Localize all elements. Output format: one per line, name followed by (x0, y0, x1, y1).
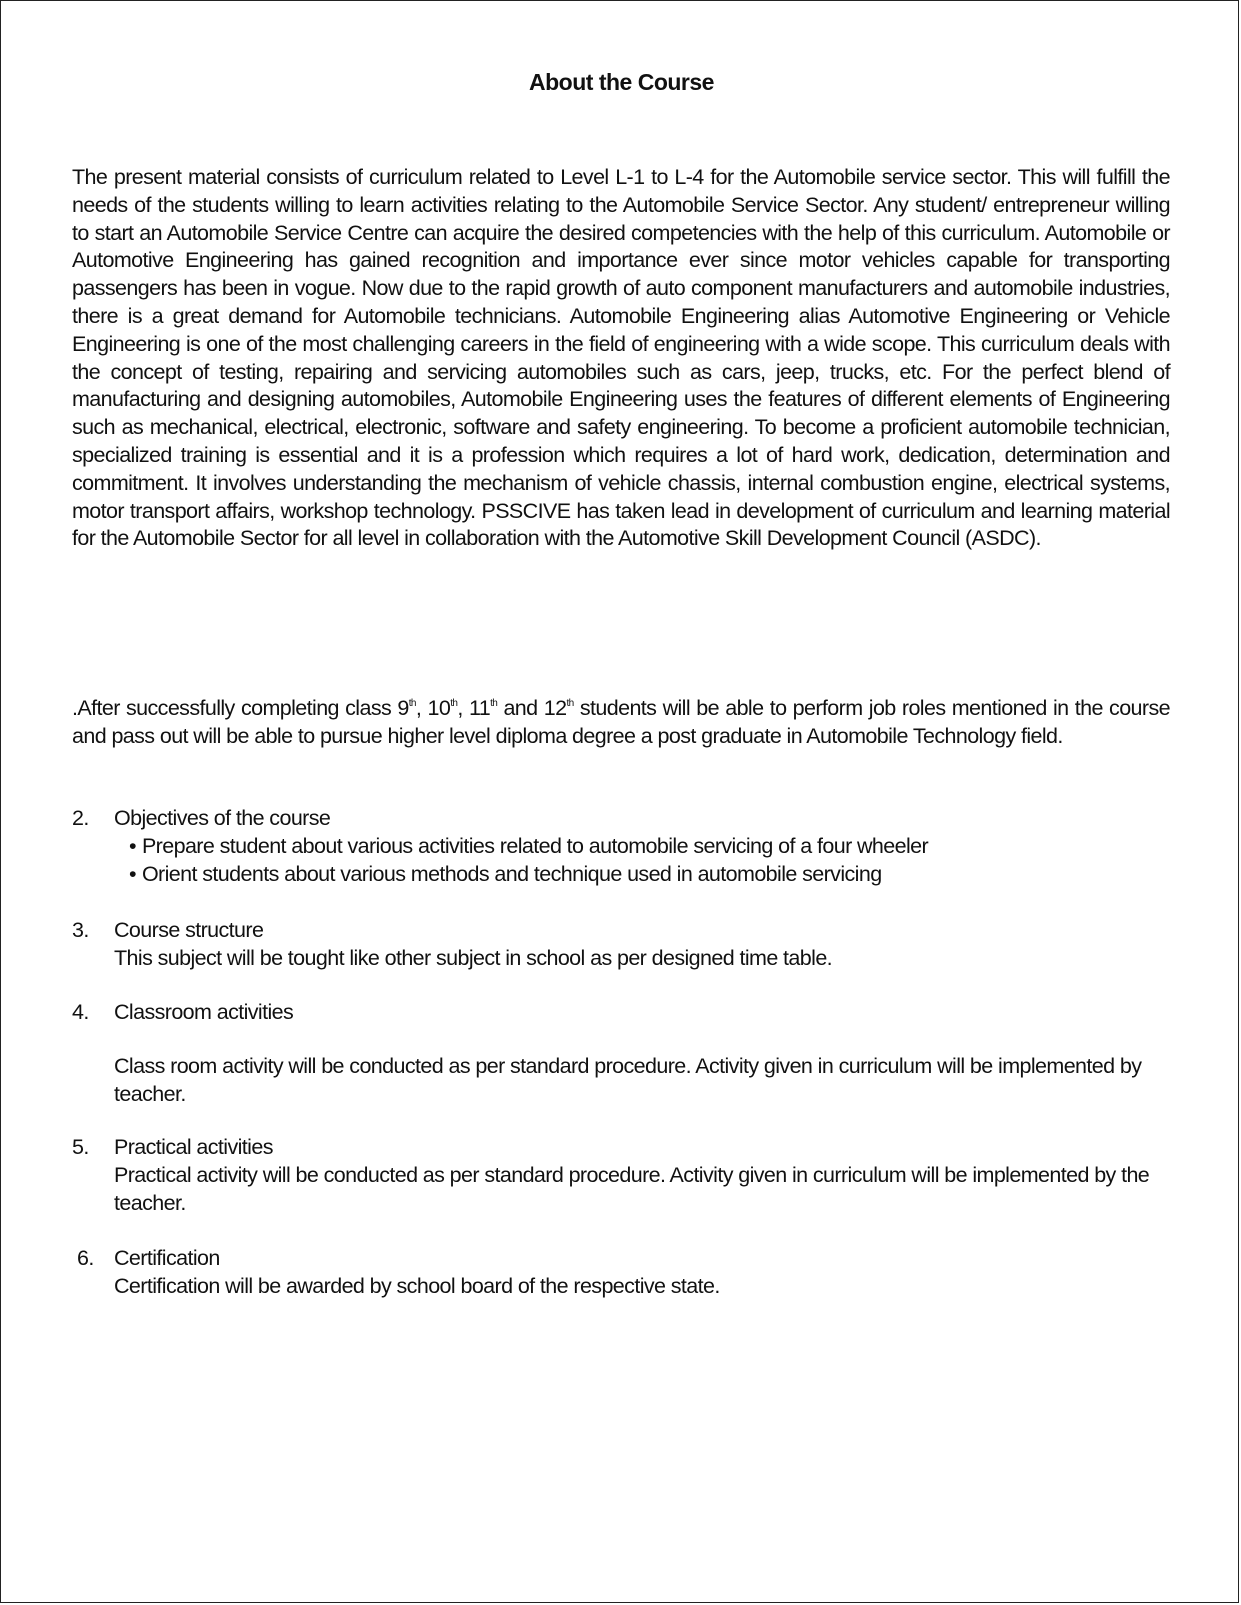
ordinal-suffix: th (566, 698, 574, 709)
section-heading: Certification (114, 1246, 220, 1270)
outcome-paragraph (72, 695, 1170, 751)
section-number: 3. (72, 918, 89, 942)
intro-paragraph: The present material consists of curriculum related to Level L-1 to L-4 for the Automobile service sector. This will fulfill the needs of the students willing to learn activities relating to the Automobile Service Sector. Any student/ entrepreneur willing to start an Automobile Service Centre can acquire the desired competencies with the help of this curriculum. Automobile or Automotive Engineering has gained recognition and importance ever since motor vehicles capable for transporting passengers has been in vogue. Now due to the rapid growth of auto component manufacturers and automobile industries, there is a great demand for Automobile technicians. Automobile Engineering alias Automotive Engineering or Vehicle Engineering is one of the most challenging careers in the field of engineering with a wide scope. This curriculum deals with the concept of testing, repairing and servicing automobiles such as cars, jeep, trucks, etc. For the perfect blend of manufacturing and designing automobiles, Automobile Engineering uses the features of different elements of Engineering such as mechanical, electrical, electronic, software and safety engineering. To become a proficient automobile technician, specialized training is essential and it is a profession which requires a lot of hard work, dedication, determination and commitment. It involves understanding the mechanism of vehicle chassis, internal combustion engine, electrical systems, motor transport affairs, workshop technology. PSSCIVE has taken lead in development of curriculum and learning material for the Automobile Sector for all level in collaboration with the Automotive Skill Development Council (ASDC). (72, 165, 1170, 551)
section-heading-row (72, 917, 1162, 945)
objectives-list (72, 833, 1162, 889)
ordinal-suffix: th (450, 698, 458, 709)
section-number: 5. (72, 1135, 89, 1159)
section-heading: Practical activities (114, 1135, 273, 1159)
section-body: Class room activity will be conducted as per standard procedure. Activity given in curriculum will be implemented by teacher. (114, 1053, 1142, 1106)
section-number: 4. (72, 1000, 89, 1024)
section-course-structure (72, 917, 1162, 973)
ordinal-suffix: th (408, 698, 416, 709)
section-heading-row (77, 1245, 1167, 1273)
section-heading: Course structure (114, 918, 264, 942)
section-practical-activities (72, 1134, 1162, 1217)
outcome-text: and 12 (497, 696, 567, 720)
outcome-text-suffix: students will be able to perform job roles mentioned in the course and pass out will be able to pursue higher level diploma degree a post graduate in Automobile Technology field. (72, 696, 1170, 748)
outcome-text: , 10 (415, 696, 451, 720)
section-heading: Classroom activities (114, 1000, 294, 1024)
section-heading-row (72, 805, 1162, 833)
page-title: About the Course (529, 69, 714, 95)
section-certification (77, 1245, 1167, 1301)
outcome-text: , 11 (457, 696, 491, 720)
section-heading: Objectives of the course (114, 806, 331, 830)
section-heading-row (72, 1134, 1162, 1162)
section-number: 6. (77, 1246, 94, 1270)
section-classroom-activities (72, 999, 1162, 1108)
section-objectives (72, 805, 1162, 888)
list-item: • Orient students about various methods and technique used in automobile servicing (129, 861, 1162, 889)
outcome-text-prefix: .After successfully completing class 9 (72, 696, 409, 720)
ordinal-suffix: th (490, 698, 498, 709)
section-number: 2. (72, 806, 89, 830)
section-body: Certification will be awarded by school board of the respective state. (114, 1273, 720, 1298)
list-item: • Prepare student about various activities related to automobile servicing of a four wheeler (129, 833, 1162, 861)
section-body: Practical activity will be conducted as per standard procedure. Activity given in curriculum will be implemented by the teacher. (114, 1162, 1150, 1215)
section-body: This subject will be tought like other subject in school as per designed time table. (114, 945, 833, 970)
section-heading-row (72, 999, 1162, 1027)
